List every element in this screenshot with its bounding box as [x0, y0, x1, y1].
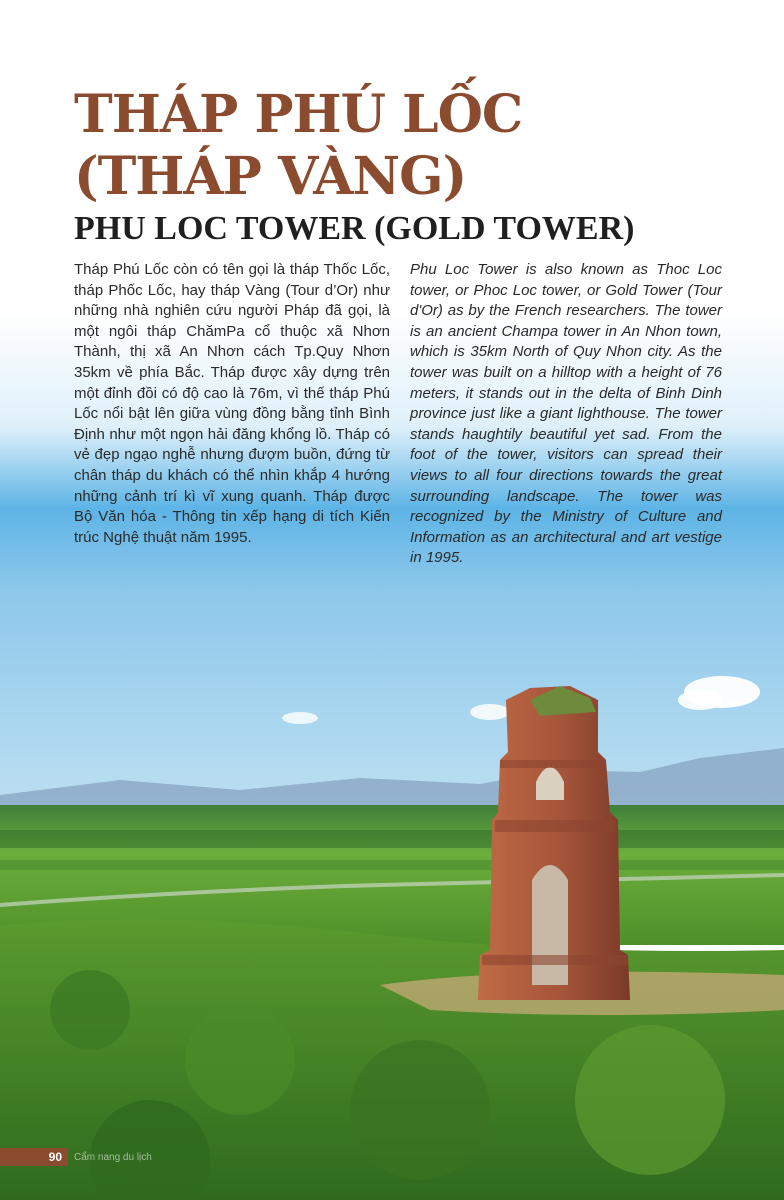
- title-line-1: THÁP PHÚ LỐC: [74, 84, 523, 145]
- body-text-english: Phu Loc Tower is also known as Thoc Loc tower, or Phoc Loc tower, or Gold Tower (Tour d'Or) as by the French researchers. The tower is an ancient Champa tower in An Nhon town, which is 35km North of Quy Nhon city. As the tower was built on a hilltop with a height of 76 meters, it stands out in the delta of Binh Dinh province just like a giant lighthouse. The tower stands haughtily beautiful yet sad. From the foot of the tower, visitors can spread their views to all four directions towards the great surrounding landscape. The tower was recognized by the Ministry of Culture and Information as an architectural and art vestige in 1995.: [410, 261, 722, 567]
- footer-text: Cẩm nang du lịch: [74, 1151, 152, 1163]
- title-line-2: (THÁP VÀNG): [74, 146, 467, 207]
- page-title-vietnamese: [74, 84, 714, 208]
- body-text-vietnamese: Tháp Phú Lốc còn có tên gọi là tháp Thốc Lốc, tháp Phốc Lốc, hay tháp Vàng (Tour d’Or) như những nhà nghiên cứu người Pháp đã gọi, là một ngôi tháp ChămPa cổ thuộc xã Nhơn Thành, thị xã An Nhơn cách Tp.Quy Nhơn 35km về phía Bắc. Tháp được xây dựng trên một đỉnh đồi có độ cao là 76m, vì thế tháp Phú Lốc nổi bật lên giữa vùng đồng bằng tỉnh Bình Định như một ngọn hải đăng khổng lồ. Tháp có vẻ đẹp ngạo nghễ nhưng đượm buồn, đứng từ chân tháp du khách có thể nhìn khắp 4 hướng những cảnh trí kì vĩ xung quanh. Tháp được Bộ Văn hóa - Thông tin xếp hạng di tích Kiến trúc Nghệ thuật năm 1995.: [74, 261, 390, 546]
- page-number: 90: [0, 1148, 68, 1166]
- page-title-english: PHU LOC TOWER (GOLD TOWER): [74, 210, 635, 247]
- page-footer: [0, 1148, 152, 1166]
